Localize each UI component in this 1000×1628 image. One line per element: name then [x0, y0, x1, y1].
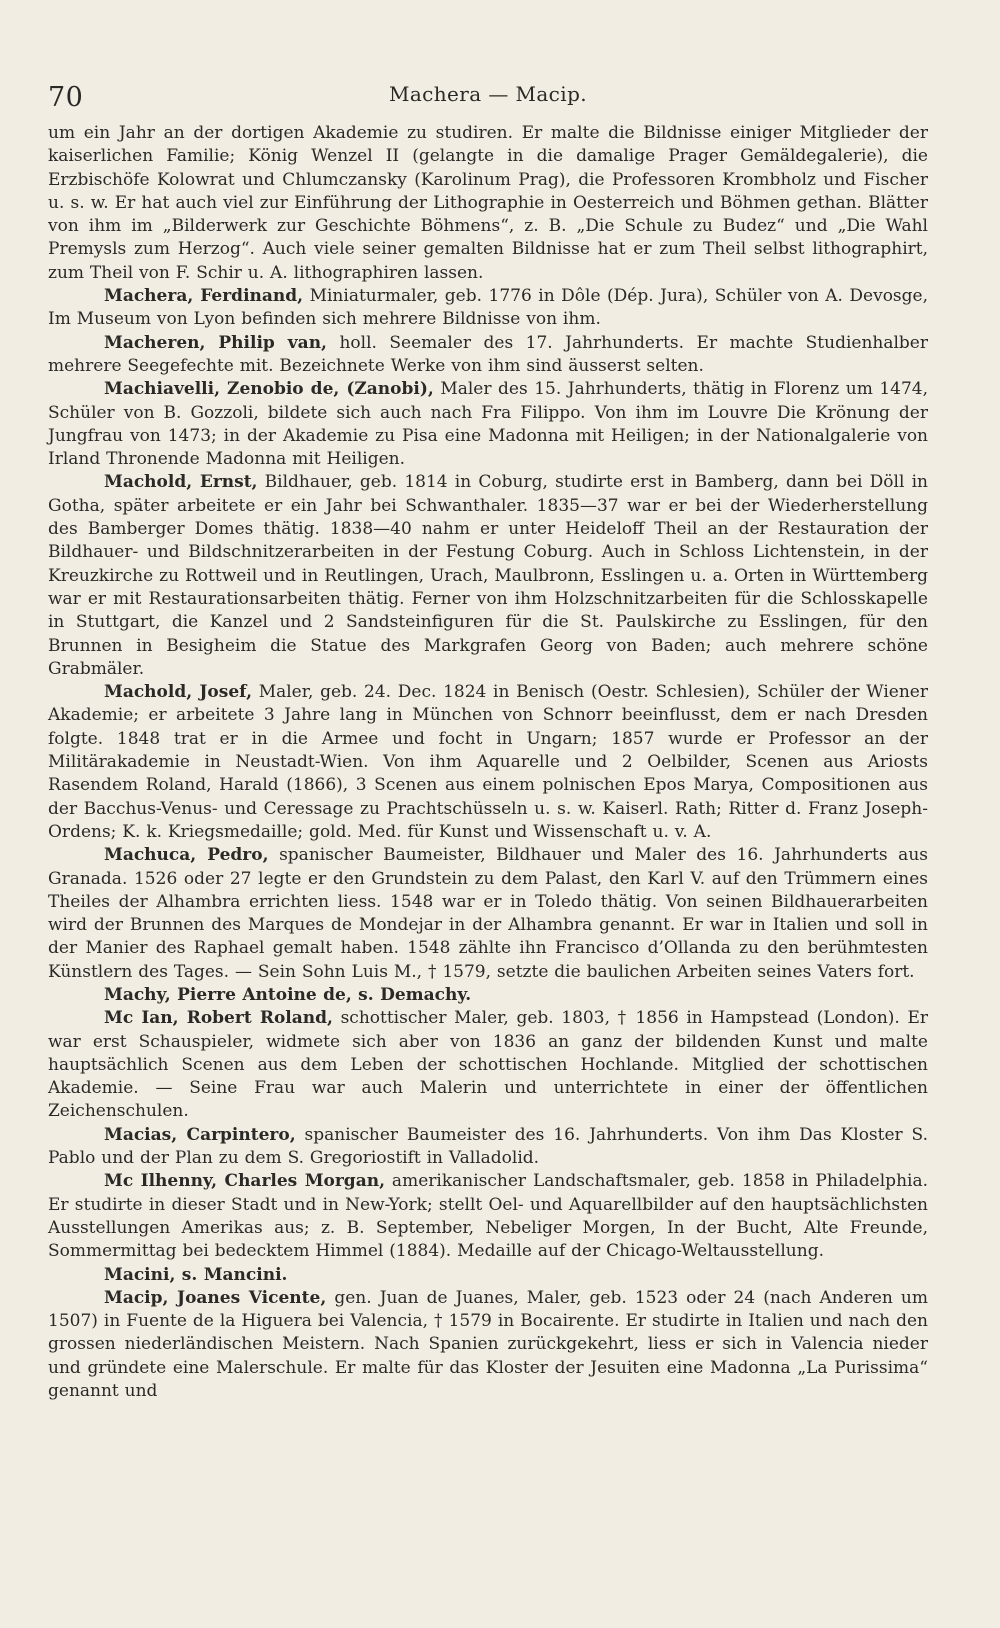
entry-text: amerikanischer Landschaftsmaler, geb. 1858 in Philadelphia. Er studirte in dieser Stadt und in New-York; stellt Oel- und Aquarellbilder auf den hauptsächlichsten Ausstellungen Amerikas aus; z. B. September, Nebeliger Morgen, In der Bucht, Alte Freunde, Sommermittag bei bedecktem Himmel (1884). Medaille auf der Chicago-Weltausstellung. — [48, 1171, 928, 1262]
entry-text: Maler, geb. 24. Dec. 1824 in Benisch (Oestr. Schlesien), Schüler der Wiener Akademie; er arbeitete 3 Jahre lang in München von Schnorr beeinflusst, dem er nach Dresden folgte. 1848 trat er in die Armee und focht in Ungarn; 1857 wurde er Professor an der Militärakademie in Neustadt-Wien. Von ihm Aquarelle und 2 Oelbilder, Scenen aus Ariosts Rasendem Roland, Harald (1866), 3 Scenen aus einem polnischen Epos Marya, Compositionen aus der Bacchus-Venus- und Ceressage zu Prachtschüsseln u. s. w. Kaiserl. Rath; Ritter d. Franz Joseph-Ordens; K. k. Kriegsmedaille; gold. Med. für Kunst und Wissenschaft u. v. A. — [48, 682, 928, 842]
entry-machera-ferdinand — [48, 285, 928, 332]
entry-headword: Macias, Carpintero, — [104, 1124, 296, 1145]
entry-machold-josef — [48, 681, 928, 844]
entry-headword: Macheren, Philip van, — [104, 332, 327, 353]
entry-macini — [48, 1264, 928, 1287]
running-head: Machera — Macip. — [388, 82, 588, 106]
entry-macip-joanes — [48, 1287, 928, 1403]
entry-text: Bildhauer, geb. 1814 in Coburg, studirte erst in Bamberg, dann bei Döll in Gotha, später arbeitete er ein Jahr bei Schwanthaler. 1835—37 war er bei der Wiederherstellung des Bamberger Domes thätig. 1838—40 nahm er unter Heideloff Theil an der Restauration der Bildhauer- und Bildschnitzerarbeiten in der Festung Coburg. Auch in Schloss Lichtenstein, in der Kreuzkirche zu Rottweil und in Reutlingen, Urach, Maulbronn, Esslingen u. a. Orten in Württemberg war er mit Restaurationsarbeiten thätig. Ferner von ihm Holzschnitzarbeiten für die Schlosskapelle in Stuttgart, die Kanzel und 2 Sandsteinfiguren für die St. Paulskirche zu Esslingen, für den Brunnen in Besigheim die Statue des Markgrafen Georg von Baden; auch mehrere schöne Grabmäler. — [48, 472, 928, 679]
entry-text: Maler des 15. Jahrhunderts, thätig in Florenz um 1474, Schüler von B. Gozzoli, bildete sich auch nach Fra Filippo. Von ihm im Louvre Die Krönung der Jungfrau von 1473; in der Akademie zu Pisa eine Madonna mit Heiligen; in der Nationalgalerie von Irland Thronende Madonna mit Heiligen. — [48, 379, 928, 470]
entry-machuca-pedro — [48, 844, 928, 984]
entry-headword: Machold, Ernst, — [104, 472, 258, 493]
entry-text: spanischer Baumeister, Bildhauer und Maler des 16. Jahrhunderts aus Granada. 1526 oder 27 legte er den Grundstein zu dem Palast, den Karl V. auf den Trümmern eines Theiles der Alhambra errichten liess. 1548 war er in Toledo thätig. Von seinen Bildhauerarbeiten wird der Brunnen des Marques de Mondejar in der Alhambra genannt. Er war in Italien und soll in der Manier des Raphael gemalt haben. 1548 zählte ihn Francisco d’Ollanda zu den berühmtesten Künstlern des Tages. — Sein Sohn Luis M., † 1579, setzte die baulichen Arbeiten seines Vaters fort. — [48, 845, 928, 982]
entry-machy-pierre — [48, 984, 928, 1007]
entry-headword: Machiavelli, Zenobio de, (Zanobi), — [104, 379, 434, 400]
entry-headword: Mc Ian, Robert Roland, — [104, 1008, 333, 1029]
entry-macias-carpintero — [48, 1124, 928, 1171]
entry-headword: Machold, Josef, — [104, 682, 252, 703]
entry-machold-ernst — [48, 471, 928, 681]
entry-macheren-philip — [48, 332, 928, 379]
entry-headword: Macini, s. Mancini. — [104, 1264, 288, 1285]
entry-text: holl. Seemaler des 17. Jahrhunderts. Er machte Studienhalber mehrere Seegefechte mit. Bezeichnete Werke von ihm sind äusserst selten. — [48, 332, 928, 376]
entry-headword: Machera, Ferdinand, — [104, 286, 304, 307]
entry-text: Miniaturmaler, geb. 1776 in Dôle (Dép. Jura), Schüler von A. Devosge, Im Museum von Lyon befinden sich mehrere Bildnisse von ihm. — [48, 286, 929, 330]
entry-text: schottischer Maler, geb. 1803, † 1856 in Hampstead (London). Er war erst Schauspieler, widmete sich aber von 1836 an ganz der bildenden Kunst und malte hauptsächlich Scenen aus dem Leben der schottischen Hochlande. Mitglied der schottischen Akademie. — Seine Frau war auch Malerin und unterrichtete in einer der öffentlichen Zeichenschulen. — [48, 1008, 928, 1122]
entry-text: um ein Jahr an der dortigen Akademie zu studiren. Er malte die Bildnisse einiger Mitglieder der kaiserlichen Familie; König Wenzel II (gelangte in die damalige Prager Gemäldegalerie), die Erzbischöfe Kolowrat und Chlumczansky (Karolinum Prag), die Professoren Krombholz und Fischer u. s. w. Er hat auch viel zur Einführung der Lithographie in Oesterreich und Böhmen gethan. Blätter von ihm im „Bilderwerk zur Geschichte Böhmens“, z. B. „Die Schule zu Budez“ und „Die Wahl Premysls zum Herzog“. Auch viele seiner gemalten Bildnisse hat er zum Theil selbst lithographirt, zum Theil von F. Schir u. A. lithographiren lassen. — [48, 123, 928, 283]
entry-continuation — [48, 122, 928, 285]
entry-headword: Machy, Pierre Antoine de, s. Demachy. — [104, 984, 472, 1005]
entry-headword: Machuca, Pedro, — [104, 845, 269, 866]
entry-text: gen. Juan de Juanes, Maler, geb. 1523 oder 24 (nach Anderen um 1507) in Fuente de la Higuera bei Valencia, † 1579 in Bocairente. Er studirte in Italien und nach den grossen niederländischen Meistern. Nach Spanien zurückgekehrt, liess er sich in Valencia nieder und gründete eine Malerschule. Er malte für das Kloster der Jesuiten eine Madonna „La Purissima“ genannt und — [48, 1287, 928, 1402]
entry-headword: Mc Ilhenny, Charles Morgan, — [104, 1171, 385, 1192]
entry-mcilhenny-charles — [48, 1170, 928, 1263]
dictionary-text — [48, 122, 928, 1403]
entry-headword: Macip, Joanes Vicente, — [104, 1287, 327, 1308]
entry-text: spanischer Baumeister des 16. Jahrhunderts. Von ihm Das Kloster S. Pablo und der Plan zu dem S. Gregoriostift in Valladolid. — [48, 1124, 928, 1169]
entry-mcian-robert — [48, 1007, 928, 1123]
entry-machiavelli-zenobio — [48, 378, 928, 471]
page-number: 70 — [48, 82, 84, 113]
page-header — [48, 72, 928, 122]
